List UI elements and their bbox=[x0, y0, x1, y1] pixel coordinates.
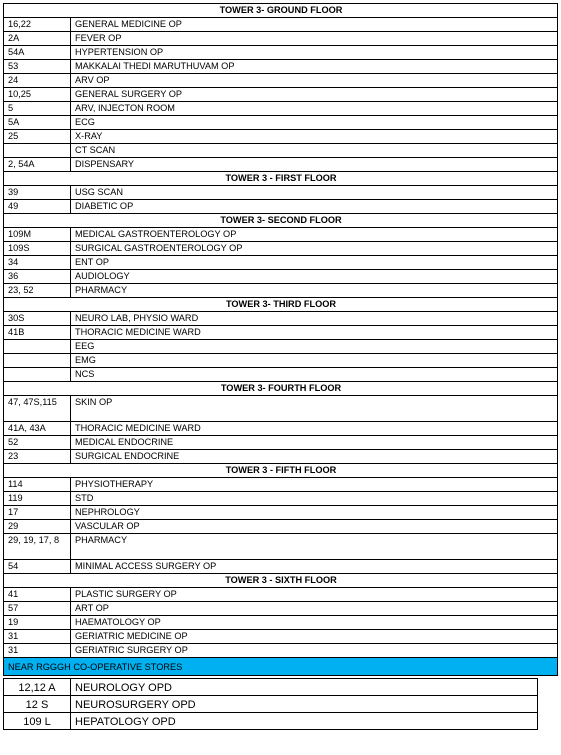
room-number-cell: 2A bbox=[4, 32, 71, 46]
floor-title: TOWER 3 - SIXTH FLOOR bbox=[4, 574, 558, 588]
stores-banner-row bbox=[4, 658, 558, 676]
room-number-cell: 41A, 43A bbox=[4, 422, 71, 436]
table-row bbox=[4, 588, 558, 602]
room-number-cell bbox=[4, 354, 71, 368]
department-cell: NCS bbox=[71, 368, 558, 382]
floor-title: TOWER 3 - FIFTH FLOOR bbox=[4, 464, 558, 478]
room-number-cell: 109S bbox=[4, 242, 71, 256]
room-number-cell: 54A bbox=[4, 46, 71, 60]
table-row bbox=[4, 46, 558, 60]
room-number-cell bbox=[4, 368, 71, 382]
room-number-cell: 23, 52 bbox=[4, 284, 71, 298]
department-cell: EMG bbox=[71, 354, 558, 368]
table-row bbox=[4, 679, 558, 696]
table-row bbox=[4, 340, 558, 354]
room-number-cell: 109M bbox=[4, 228, 71, 242]
department-cell: ENT OP bbox=[71, 256, 558, 270]
department-cell: CT SCAN bbox=[71, 144, 558, 158]
table-row bbox=[4, 422, 558, 436]
room-number-cell: 114 bbox=[4, 478, 71, 492]
table-row bbox=[4, 630, 558, 644]
table-row bbox=[4, 200, 558, 214]
department-cell: DIABETIC OP bbox=[71, 200, 558, 214]
table-row bbox=[4, 602, 558, 616]
department-cell: PHARMACY bbox=[71, 284, 558, 298]
table-row bbox=[4, 644, 558, 658]
department-cell: MEDICAL ENDOCRINE bbox=[71, 436, 558, 450]
room-number-cell: 12 S bbox=[4, 696, 71, 713]
table-row bbox=[4, 158, 558, 172]
table-row bbox=[4, 32, 558, 46]
department-cell: SURGICAL ENDOCRINE bbox=[71, 450, 558, 464]
department-cell: ART OP bbox=[71, 602, 558, 616]
floor-title: TOWER 3- SECOND FLOOR bbox=[4, 214, 558, 228]
department-cell: VASCULAR OP bbox=[71, 520, 558, 534]
room-number-cell: 12,12 A bbox=[4, 679, 71, 696]
table-row bbox=[4, 102, 558, 116]
table-row bbox=[4, 520, 558, 534]
room-number-cell: 57 bbox=[4, 602, 71, 616]
department-cell: GERIATRIC MEDICINE OP bbox=[71, 630, 558, 644]
table-row bbox=[4, 242, 558, 256]
room-number-cell: 17 bbox=[4, 506, 71, 520]
room-number-cell: 25 bbox=[4, 130, 71, 144]
room-number-cell: 36 bbox=[4, 270, 71, 284]
department-cell: NEUROSURGERY OPD bbox=[71, 696, 538, 713]
room-number-cell: 5 bbox=[4, 102, 71, 116]
table-row bbox=[4, 506, 558, 520]
tower-3-directory-table bbox=[3, 3, 558, 676]
floor-title: TOWER 3- FOURTH FLOOR bbox=[4, 382, 558, 396]
table-row bbox=[4, 186, 558, 200]
floor-title: TOWER 3 - FIRST FLOOR bbox=[4, 172, 558, 186]
department-cell: X-RAY bbox=[71, 130, 558, 144]
room-number-cell: 54 bbox=[4, 560, 71, 574]
table-row bbox=[4, 88, 558, 102]
department-cell: PLASTIC SURGERY OP bbox=[71, 588, 558, 602]
table-row bbox=[4, 74, 558, 88]
department-cell: GENERAL SURGERY OP bbox=[71, 88, 558, 102]
department-cell: GERIATRIC SURGERY OP bbox=[71, 644, 558, 658]
table-row bbox=[4, 270, 558, 284]
department-cell: MAKKALAI THEDI MARUTHUVAM OP bbox=[71, 60, 558, 74]
table-row bbox=[4, 713, 558, 730]
room-number-cell: 23 bbox=[4, 450, 71, 464]
department-cell: NEPHROLOGY bbox=[71, 506, 558, 520]
room-number-cell: 29 bbox=[4, 520, 71, 534]
table-row bbox=[4, 144, 558, 158]
department-cell: AUDIOLOGY bbox=[71, 270, 558, 284]
table-row bbox=[4, 534, 558, 560]
room-number-cell: 119 bbox=[4, 492, 71, 506]
room-number-cell: 41B bbox=[4, 326, 71, 340]
department-cell: STD bbox=[71, 492, 558, 506]
table-row bbox=[4, 312, 558, 326]
table-row bbox=[4, 696, 558, 713]
room-number-cell: 34 bbox=[4, 256, 71, 270]
room-number-cell: 31 bbox=[4, 630, 71, 644]
department-cell: USG SCAN bbox=[71, 186, 558, 200]
table-row bbox=[4, 478, 558, 492]
spacer-cell bbox=[538, 713, 558, 730]
room-number-cell: 53 bbox=[4, 60, 71, 74]
department-cell: MINIMAL ACCESS SURGERY OP bbox=[71, 560, 558, 574]
room-number-cell: 52 bbox=[4, 436, 71, 450]
table-row bbox=[4, 450, 558, 464]
spacer-cell bbox=[538, 679, 558, 696]
table-row bbox=[4, 436, 558, 450]
table-row bbox=[4, 228, 558, 242]
department-cell: ECG bbox=[71, 116, 558, 130]
room-number-cell: 30S bbox=[4, 312, 71, 326]
room-number-cell: 109 L bbox=[4, 713, 71, 730]
floor-directory-sheet bbox=[3, 3, 557, 730]
spacer-cell bbox=[538, 696, 558, 713]
table-row bbox=[4, 18, 558, 32]
department-cell: HEPATOLOGY OPD bbox=[71, 713, 538, 730]
department-cell: ARV, INJECTON ROOM bbox=[71, 102, 558, 116]
department-cell: DISPENSARY bbox=[71, 158, 558, 172]
room-number-cell: 19 bbox=[4, 616, 71, 630]
department-cell: ARV OP bbox=[71, 74, 558, 88]
table-row bbox=[4, 256, 558, 270]
floor-header bbox=[4, 4, 558, 18]
floor-header bbox=[4, 464, 558, 478]
room-number-cell: 31 bbox=[4, 644, 71, 658]
department-cell: MEDICAL GASTROENTEROLOGY OP bbox=[71, 228, 558, 242]
floor-title: TOWER 3- GROUND FLOOR bbox=[4, 4, 558, 18]
room-number-cell: 41 bbox=[4, 588, 71, 602]
table-row bbox=[4, 326, 558, 340]
department-cell: EEG bbox=[71, 340, 558, 354]
room-number-cell: 2, 54A bbox=[4, 158, 71, 172]
department-cell: FEVER OP bbox=[71, 32, 558, 46]
stores-body bbox=[4, 679, 558, 730]
table-row bbox=[4, 368, 558, 382]
room-number-cell: 49 bbox=[4, 200, 71, 214]
department-cell: NEURO LAB, PHYSIO WARD bbox=[71, 312, 558, 326]
table-row bbox=[4, 616, 558, 630]
department-cell: THORACIC MEDICINE WARD bbox=[71, 422, 558, 436]
stores-directory-table bbox=[3, 678, 558, 730]
department-cell: THORACIC MEDICINE WARD bbox=[71, 326, 558, 340]
table-row bbox=[4, 560, 558, 574]
floor-title: TOWER 3- THIRD FLOOR bbox=[4, 298, 558, 312]
table-row bbox=[4, 284, 558, 298]
floor-header bbox=[4, 172, 558, 186]
department-cell: HYPERTENSION OP bbox=[71, 46, 558, 60]
room-number-cell: 5A bbox=[4, 116, 71, 130]
department-cell: SKIN OP bbox=[71, 396, 558, 422]
room-number-cell: 29, 19, 17, 8 bbox=[4, 534, 71, 560]
room-number-cell: 10,25 bbox=[4, 88, 71, 102]
table-row bbox=[4, 130, 558, 144]
stores-banner: NEAR RGGGH CO-OPERATIVE STORES bbox=[4, 658, 558, 676]
room-number-cell: 16,22 bbox=[4, 18, 71, 32]
department-cell: SURGICAL GASTROENTEROLOGY OP bbox=[71, 242, 558, 256]
room-number-cell: 39 bbox=[4, 186, 71, 200]
department-cell: NEUROLOGY OPD bbox=[71, 679, 538, 696]
department-cell: HAEMATOLOGY OP bbox=[71, 616, 558, 630]
room-number-cell bbox=[4, 144, 71, 158]
table-row bbox=[4, 116, 558, 130]
directory-body bbox=[4, 4, 558, 676]
room-number-cell bbox=[4, 340, 71, 354]
floor-header bbox=[4, 214, 558, 228]
table-row bbox=[4, 354, 558, 368]
department-cell: PHYSIOTHERAPY bbox=[71, 478, 558, 492]
table-row bbox=[4, 396, 558, 422]
table-row bbox=[4, 492, 558, 506]
department-cell: GENERAL MEDICINE OP bbox=[71, 18, 558, 32]
floor-header bbox=[4, 574, 558, 588]
room-number-cell: 47, 47S,115 bbox=[4, 396, 71, 422]
floor-header bbox=[4, 382, 558, 396]
floor-header bbox=[4, 298, 558, 312]
department-cell: PHARMACY bbox=[71, 534, 558, 560]
room-number-cell: 24 bbox=[4, 74, 71, 88]
table-row bbox=[4, 60, 558, 74]
